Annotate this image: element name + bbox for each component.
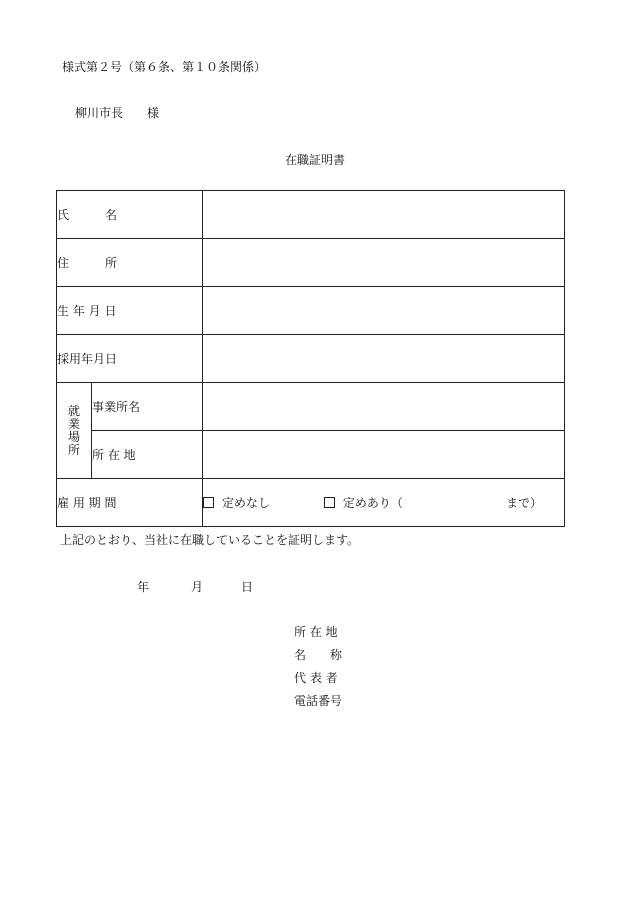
employment-period-label: 雇 用 期 間 xyxy=(57,479,203,527)
address-field[interactable] xyxy=(203,239,565,287)
checkbox-no-fixed-term[interactable] xyxy=(203,497,214,508)
issuer-phone-label: 電話番号 xyxy=(294,694,343,708)
office-location-label: 所 在 地 xyxy=(92,431,203,479)
table-row xyxy=(57,335,565,383)
option-no-fixed-term[interactable] xyxy=(203,494,270,511)
birthdate-field[interactable] xyxy=(203,287,565,335)
name-field[interactable] xyxy=(203,191,565,239)
date-day-label: 日 xyxy=(241,580,254,594)
until-label: まで） xyxy=(505,496,542,510)
name-label: 氏 名 xyxy=(57,191,203,239)
hire-date-label: 採用年月日 xyxy=(57,335,203,383)
table-row xyxy=(57,191,565,239)
birthdate-label: 生 年 月 日 xyxy=(57,287,203,335)
document-title: 在職証明書 xyxy=(284,153,345,167)
address-label: 住 所 xyxy=(57,239,203,287)
office-location-field[interactable] xyxy=(203,431,565,479)
workplace-label-cell xyxy=(57,383,92,479)
issuer-name-label: 名 称 xyxy=(294,648,343,662)
checkbox-fixed-term[interactable] xyxy=(324,497,335,508)
table-row xyxy=(57,287,565,335)
date-month-label: 月 xyxy=(191,580,204,594)
issuer-location-label: 所 在 地 xyxy=(294,625,338,639)
certification-text: 上記のとおり、当社に在職していることを証明します。 xyxy=(60,533,360,547)
option-fixed-term-label: 定めあり（ xyxy=(342,496,403,510)
option-no-fixed-term-label: 定めなし xyxy=(222,496,271,510)
table-row xyxy=(57,239,565,287)
workplace-label: 就業場所 xyxy=(67,403,80,457)
issuer-representative-label: 代 表 者 xyxy=(294,671,338,685)
office-name-label: 事業所名 xyxy=(92,383,203,431)
employment-certificate-table xyxy=(56,190,565,527)
office-name-field[interactable] xyxy=(203,383,565,431)
form-number: 様式第２号（第６条、第１０条関係） xyxy=(62,60,267,74)
addressee: 柳川市長 様 xyxy=(75,106,160,120)
date-year-label: 年 xyxy=(137,580,150,594)
hire-date-field[interactable] xyxy=(203,335,565,383)
table-row xyxy=(57,431,565,479)
option-fixed-term[interactable] xyxy=(324,494,403,511)
table-row xyxy=(57,383,565,431)
employment-period-field xyxy=(203,479,565,527)
table-row xyxy=(57,479,565,527)
